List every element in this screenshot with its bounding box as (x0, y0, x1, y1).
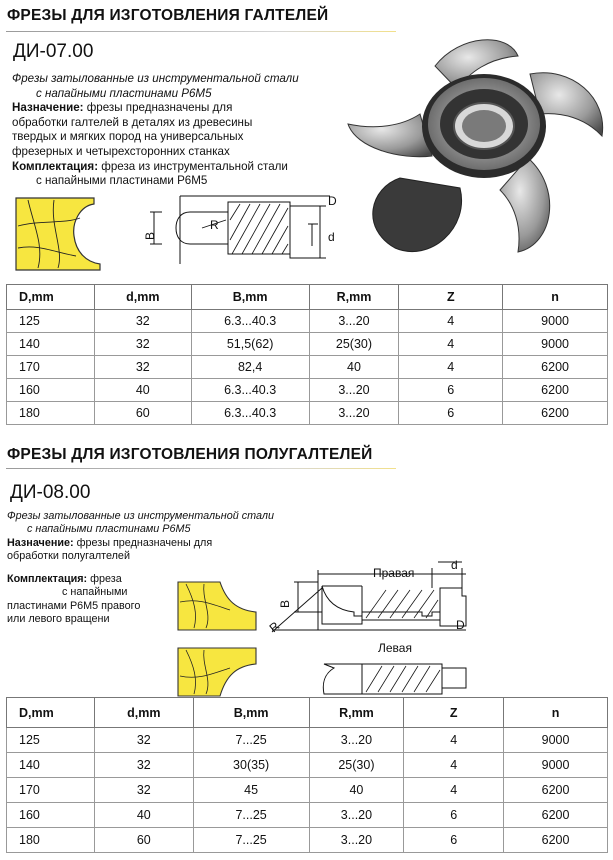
table-row (7, 778, 608, 803)
table-cell: 160 (7, 379, 95, 402)
table-cell: 9000 (504, 753, 608, 778)
s2-line-1: с напайными пластинами Р6М5 (27, 523, 191, 536)
table-cell: 32 (94, 753, 193, 778)
table-cell: 9000 (503, 310, 608, 333)
table-cell: 180 (7, 828, 95, 853)
table-cell: 25(30) (309, 753, 404, 778)
table-cell: 32 (94, 356, 191, 379)
s2-kit-line-1: с напайными (62, 586, 128, 599)
table2-header-row (7, 698, 608, 728)
table-row (7, 310, 608, 333)
table-cell: 6200 (503, 356, 608, 379)
table-cell: 6200 (504, 778, 608, 803)
s1-line-4: твердых и мягких пород на универсальных (12, 130, 244, 144)
table-cell: 4 (399, 333, 503, 356)
profile-sample-2-left (176, 646, 258, 698)
table-2 (6, 697, 608, 853)
table2-header: d,mm (94, 698, 193, 728)
table-row (7, 753, 608, 778)
table-cell: 6.3...40.3 (191, 310, 309, 333)
table-cell: 45 (193, 778, 309, 803)
table-cell: 7...25 (193, 728, 309, 753)
profile-sample-2-right (176, 580, 258, 632)
s1-line-2: Назначение: фрезы предназначены для (12, 101, 233, 115)
table-cell: 40 (309, 778, 404, 803)
drawing2-label-B: B (278, 599, 293, 609)
drawing2-label-left: Левая (378, 641, 412, 655)
s2-kit-line-2: пластинами Р6М5 правого (7, 599, 141, 612)
table-cell: 125 (7, 728, 95, 753)
table2-header: B,mm (193, 698, 309, 728)
section2-title-rule (6, 468, 396, 469)
drawing1-label-B: B (143, 231, 158, 241)
table-cell: 9000 (504, 728, 608, 753)
section2-title: ФРЕЗЫ ДЛЯ ИЗГОТОВЛЕНИЯ ПОЛУГАЛТЕЛЕЙ (7, 446, 373, 463)
table-cell: 6 (399, 402, 503, 425)
table-cell: 3...20 (309, 402, 399, 425)
drawing1-label-R: R (210, 218, 219, 232)
table-cell: 6200 (503, 379, 608, 402)
drawing1-label-d: d (328, 230, 335, 244)
table-cell: 32 (94, 778, 193, 803)
section1-code: ДИ-07.00 (13, 41, 94, 62)
table1-header-row (7, 285, 608, 310)
table1-header: n (503, 285, 608, 310)
table-cell: 3...20 (309, 728, 404, 753)
table-cell: 60 (94, 828, 193, 853)
table-cell: 9000 (503, 333, 608, 356)
table-cell: 7...25 (193, 803, 309, 828)
s1-line-7: с напайными пластинами Р6М5 (36, 174, 208, 188)
table-cell: 82,4 (191, 356, 309, 379)
drawing2-label-right: Правая (373, 566, 415, 580)
table-cell: 7...25 (193, 828, 309, 853)
table-cell: 6200 (504, 803, 608, 828)
s1-line-5: фрезерных и четырехсторонних станках (12, 144, 230, 158)
drawing2-label-R: R (266, 618, 283, 636)
s1-line-6: Комплектация: фреза из инструментальной стали (12, 159, 288, 173)
table-cell: 40 (94, 379, 191, 402)
section1-description (12, 72, 342, 189)
section1-title: ФРЕЗЫ ДЛЯ ИЗГОТОВЛЕНИЯ ГАЛТЕЛЕЙ (7, 7, 329, 24)
table-cell: 125 (7, 310, 95, 333)
s2-line-0: Фрезы затылованные из инструментальной стали (7, 510, 274, 522)
table2-header: D,mm (7, 698, 95, 728)
table-cell: 170 (7, 778, 95, 803)
table-cell: 140 (7, 333, 95, 356)
table-cell: 160 (7, 803, 95, 828)
table-cell: 3...20 (309, 310, 399, 333)
table-cell: 180 (7, 402, 95, 425)
table-cell: 51,5(62) (191, 333, 309, 356)
table-1 (6, 284, 608, 425)
table-row (7, 333, 608, 356)
table-cell: 3...20 (309, 803, 404, 828)
table1-header: R,mm (309, 285, 399, 310)
table-cell: 32 (94, 333, 191, 356)
table-cell: 6 (404, 828, 504, 853)
table1-header: D,mm (7, 285, 95, 310)
table-cell: 3...20 (309, 828, 404, 853)
table-cell: 140 (7, 753, 95, 778)
section2-kit (7, 573, 177, 627)
table-cell: 3...20 (309, 379, 399, 402)
table2-header: n (504, 698, 608, 728)
table2-header: Z (404, 698, 504, 728)
section1-title-rule (6, 31, 396, 32)
table-cell: 40 (309, 356, 399, 379)
table-cell: 4 (404, 753, 504, 778)
drawing1-label-D: D (328, 194, 337, 208)
table2-header: R,mm (309, 698, 404, 728)
table-cell: 6200 (504, 828, 608, 853)
cutter-photo-1 (340, 38, 613, 258)
table-cell: 6.3...40.3 (191, 402, 309, 425)
s1-line-1: с напайными пластинами Р6М5 (36, 86, 212, 100)
table-cell: 32 (94, 728, 193, 753)
table-row (7, 402, 608, 425)
table1-header: d,mm (94, 285, 191, 310)
drawing-2 (262, 560, 472, 696)
s2-kit-line-0: Комплектация: фреза (7, 573, 122, 585)
s2-kit-line-3: или левого вращени (7, 613, 110, 626)
table-cell: 4 (399, 356, 503, 379)
table-cell: 30(35) (193, 753, 309, 778)
table-row (7, 828, 608, 853)
table-cell: 4 (399, 310, 503, 333)
drawing2-label-d: d (451, 558, 458, 572)
table1-header: B,mm (191, 285, 309, 310)
table-cell: 6200 (503, 402, 608, 425)
drawing-1 (140, 190, 348, 270)
s2-line-3: обработки полугалтелей (7, 550, 130, 563)
table-cell: 60 (94, 402, 191, 425)
table-row (7, 356, 608, 379)
s2-line-2: Назначение: фрезы предназначены для (7, 536, 213, 549)
table-cell: 32 (94, 310, 191, 333)
table-cell: 6 (399, 379, 503, 402)
table-cell: 40 (94, 803, 193, 828)
drawing2-label-D: D (456, 618, 465, 632)
profile-sample-1 (14, 196, 106, 272)
table-row (7, 728, 608, 753)
table1-header: Z (399, 285, 503, 310)
table-cell: 6 (404, 803, 504, 828)
table-row (7, 803, 608, 828)
table-cell: 4 (404, 778, 504, 803)
table-cell: 170 (7, 356, 95, 379)
table-cell: 4 (404, 728, 504, 753)
table-cell: 25(30) (309, 333, 399, 356)
s1-line-0: Фрезы затылованные из инструментальной стали (12, 72, 299, 85)
table-cell: 6.3...40.3 (191, 379, 309, 402)
s1-line-3: обработки галтелей в деталях из древесины (12, 115, 253, 129)
section2-code: ДИ-08.00 (10, 482, 91, 503)
table-row (7, 379, 608, 402)
section2-description (7, 510, 307, 564)
